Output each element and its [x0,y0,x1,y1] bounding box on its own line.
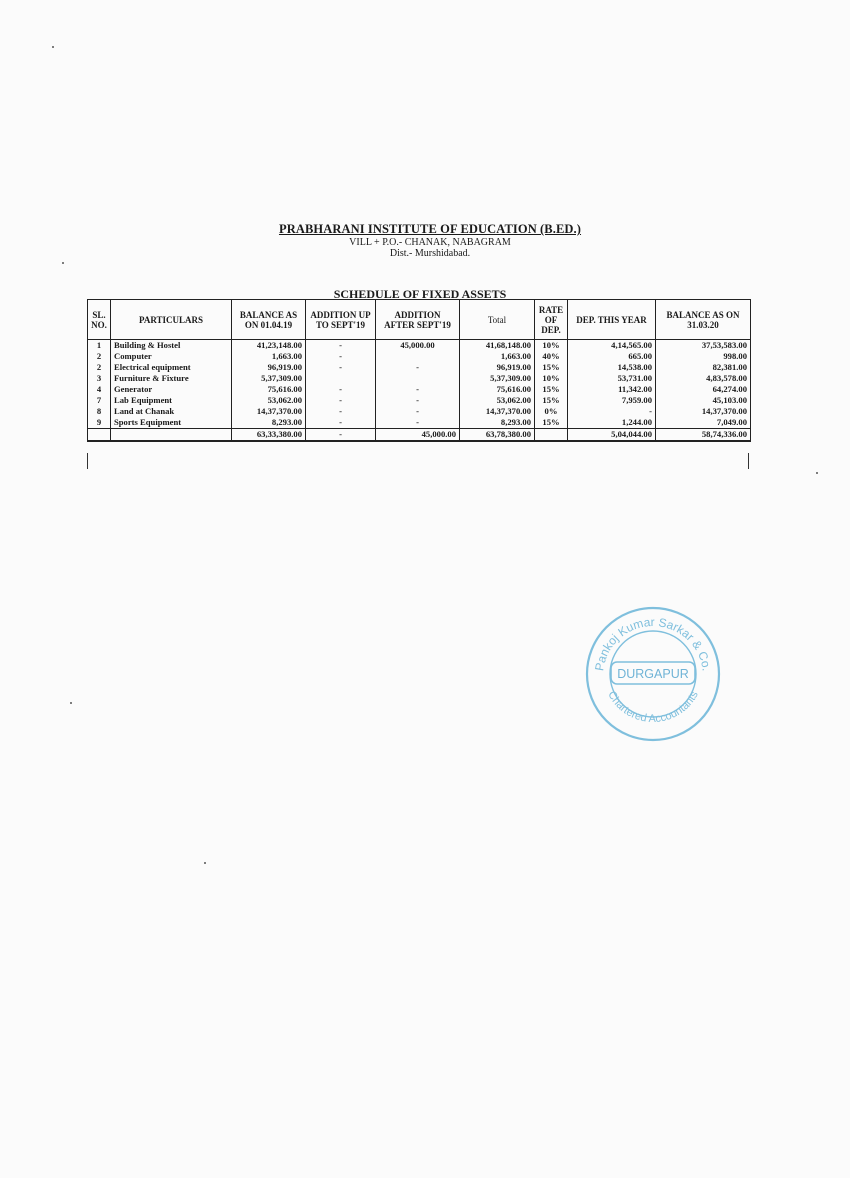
cell-sl: 2 [88,362,111,373]
header-particulars: PARTICULARS [111,300,232,340]
cell-dep: 4,14,565.00 [568,340,656,352]
cell-addition-after: - [376,384,460,395]
cell-rate: 0% [535,406,568,417]
cell-dep: 53,731.00 [568,373,656,384]
document-header [220,222,640,259]
cell-dep: 665.00 [568,351,656,362]
cell-balance-close: 4,83,578.00 [656,373,751,384]
cell-sl: 8 [88,406,111,417]
cell-total: 96,919.00 [460,362,535,373]
cell-balance-close: 45,103.00 [656,395,751,406]
cell-rate: 40% [535,351,568,362]
cell-addition-after: 45,000.00 [376,340,460,352]
cell-particulars: Lab Equipment [111,395,232,406]
total-addition-upto: - [306,429,376,442]
stamp-center-text: DURGAPUR [617,667,689,681]
cell-balance-close: 7,049.00 [656,417,751,429]
cell-balance-close: 14,37,370.00 [656,406,751,417]
cell-dep: 1,244.00 [568,417,656,429]
auditor-stamp [583,604,723,744]
cell-total: 8,293.00 [460,417,535,429]
paper-speck [816,472,818,474]
total-dep: 5,04,044.00 [568,429,656,442]
cell-balance-open: 96,919.00 [232,362,306,373]
cell-balance-open: 5,37,309.00 [232,373,306,384]
cell-particulars: Building & Hostel [111,340,232,352]
address-line-2: Dist.- Murshidabad. [389,248,471,259]
cell-addition-upto: - [306,406,376,417]
cell-rate: 15% [535,362,568,373]
stamp-outer-text: Pankoj Kumar Sarkar & Co. [592,615,714,672]
table-right-extension [748,453,749,469]
table-row [88,406,751,417]
total-balance-close: 58,74,336.00 [656,429,751,442]
header-sl: SL. NO. [88,300,111,340]
cell-dep: 11,342.00 [568,384,656,395]
cell-addition-after: - [376,395,460,406]
cell-sl: 2 [88,351,111,362]
cell-dep: 7,959.00 [568,395,656,406]
table-header-row [88,300,751,340]
stamp-graphic [583,604,723,744]
cell-particulars: Generator [111,384,232,395]
cell-total: 1,663.00 [460,351,535,362]
cell-rate: 10% [535,340,568,352]
header-rate: RATE OF DEP. [535,300,568,340]
table-row [88,362,751,373]
cell-addition-upto: - [306,417,376,429]
cell-rate: 15% [535,417,568,429]
cell-rate: 15% [535,395,568,406]
address-line-1: VILL + P.O.- CHANAK, NABAGRAM [349,237,511,248]
header-addition-after: ADDITION AFTER SEPT'19 [376,300,460,340]
cell-balance-open: 1,663.00 [232,351,306,362]
cell-addition-after: - [376,406,460,417]
institution-name: PRABHARANI INSTITUTE OF EDUCATION (B.ED.) [278,222,582,236]
paper-speck [52,46,54,48]
cell-particulars: Furniture & Fixture [111,373,232,384]
cell-balance-open: 8,293.00 [232,417,306,429]
cell-particulars: Land at Chanak [111,406,232,417]
cell-total: 5,37,309.00 [460,373,535,384]
total-addition-after: 45,000.00 [376,429,460,442]
cell-addition-after [376,351,460,362]
cell-balance-close: 82,381.00 [656,362,751,373]
table-row [88,395,751,406]
cell-balance-open: 53,062.00 [232,395,306,406]
cell-addition-upto: - [306,351,376,362]
cell-particulars: Computer [111,351,232,362]
cell-rate: 10% [535,373,568,384]
header-dep: DEP. THIS YEAR [568,300,656,340]
cell-total: 41,68,148.00 [460,340,535,352]
cell-balance-close: 64,274.00 [656,384,751,395]
cell-total: 53,062.00 [460,395,535,406]
header-balance-close: BALANCE AS ON 31.03.20 [656,300,751,340]
cell-rate: 15% [535,384,568,395]
cell-sl: 1 [88,340,111,352]
total-sl [88,429,111,442]
paper-speck [62,262,64,264]
header-total: Total [460,300,535,340]
cell-balance-open: 14,37,370.00 [232,406,306,417]
cell-addition-after [376,373,460,384]
cell-addition-upto: - [306,340,376,352]
cell-addition-upto [306,373,376,384]
table-body [88,340,751,429]
cell-addition-after: - [376,417,460,429]
cell-total: 75,616.00 [460,384,535,395]
cell-particulars: Electrical equipment [111,362,232,373]
table-row [88,373,751,384]
cell-addition-upto: - [306,362,376,373]
table-row [88,351,751,362]
cell-sl: 4 [88,384,111,395]
cell-sl: 7 [88,395,111,406]
header-addition-upto: ADDITION UP TO SEPT'19 [306,300,376,340]
cell-addition-upto: - [306,384,376,395]
cell-addition-after: - [376,362,460,373]
cell-total: 14,37,370.00 [460,406,535,417]
total-particulars [111,429,232,442]
cell-balance-open: 41,23,148.00 [232,340,306,352]
table-row [88,417,751,429]
cell-balance-close: 37,53,583.00 [656,340,751,352]
paper-speck [204,862,206,864]
cell-sl: 9 [88,417,111,429]
cell-balance-open: 75,616.00 [232,384,306,395]
total-balance-open: 63,33,380.00 [232,429,306,442]
table-total-row [88,429,751,442]
table-left-extension [87,453,88,469]
cell-dep: - [568,406,656,417]
fixed-assets-table [87,299,751,442]
header-balance-open: BALANCE AS ON 01.04.19 [232,300,306,340]
cell-balance-close: 998.00 [656,351,751,362]
schedule-title: SCHEDULE OF FIXED ASSETS [333,287,507,301]
paper-speck [70,702,72,704]
table-row [88,384,751,395]
cell-addition-upto: - [306,395,376,406]
total-total: 63,78,380.00 [460,429,535,442]
stamp-bottom-text: Chartered Accountants [605,689,701,726]
cell-dep: 14,538.00 [568,362,656,373]
cell-sl: 3 [88,373,111,384]
table-row [88,340,751,352]
cell-particulars: Sports Equipment [111,417,232,429]
total-rate [535,429,568,442]
